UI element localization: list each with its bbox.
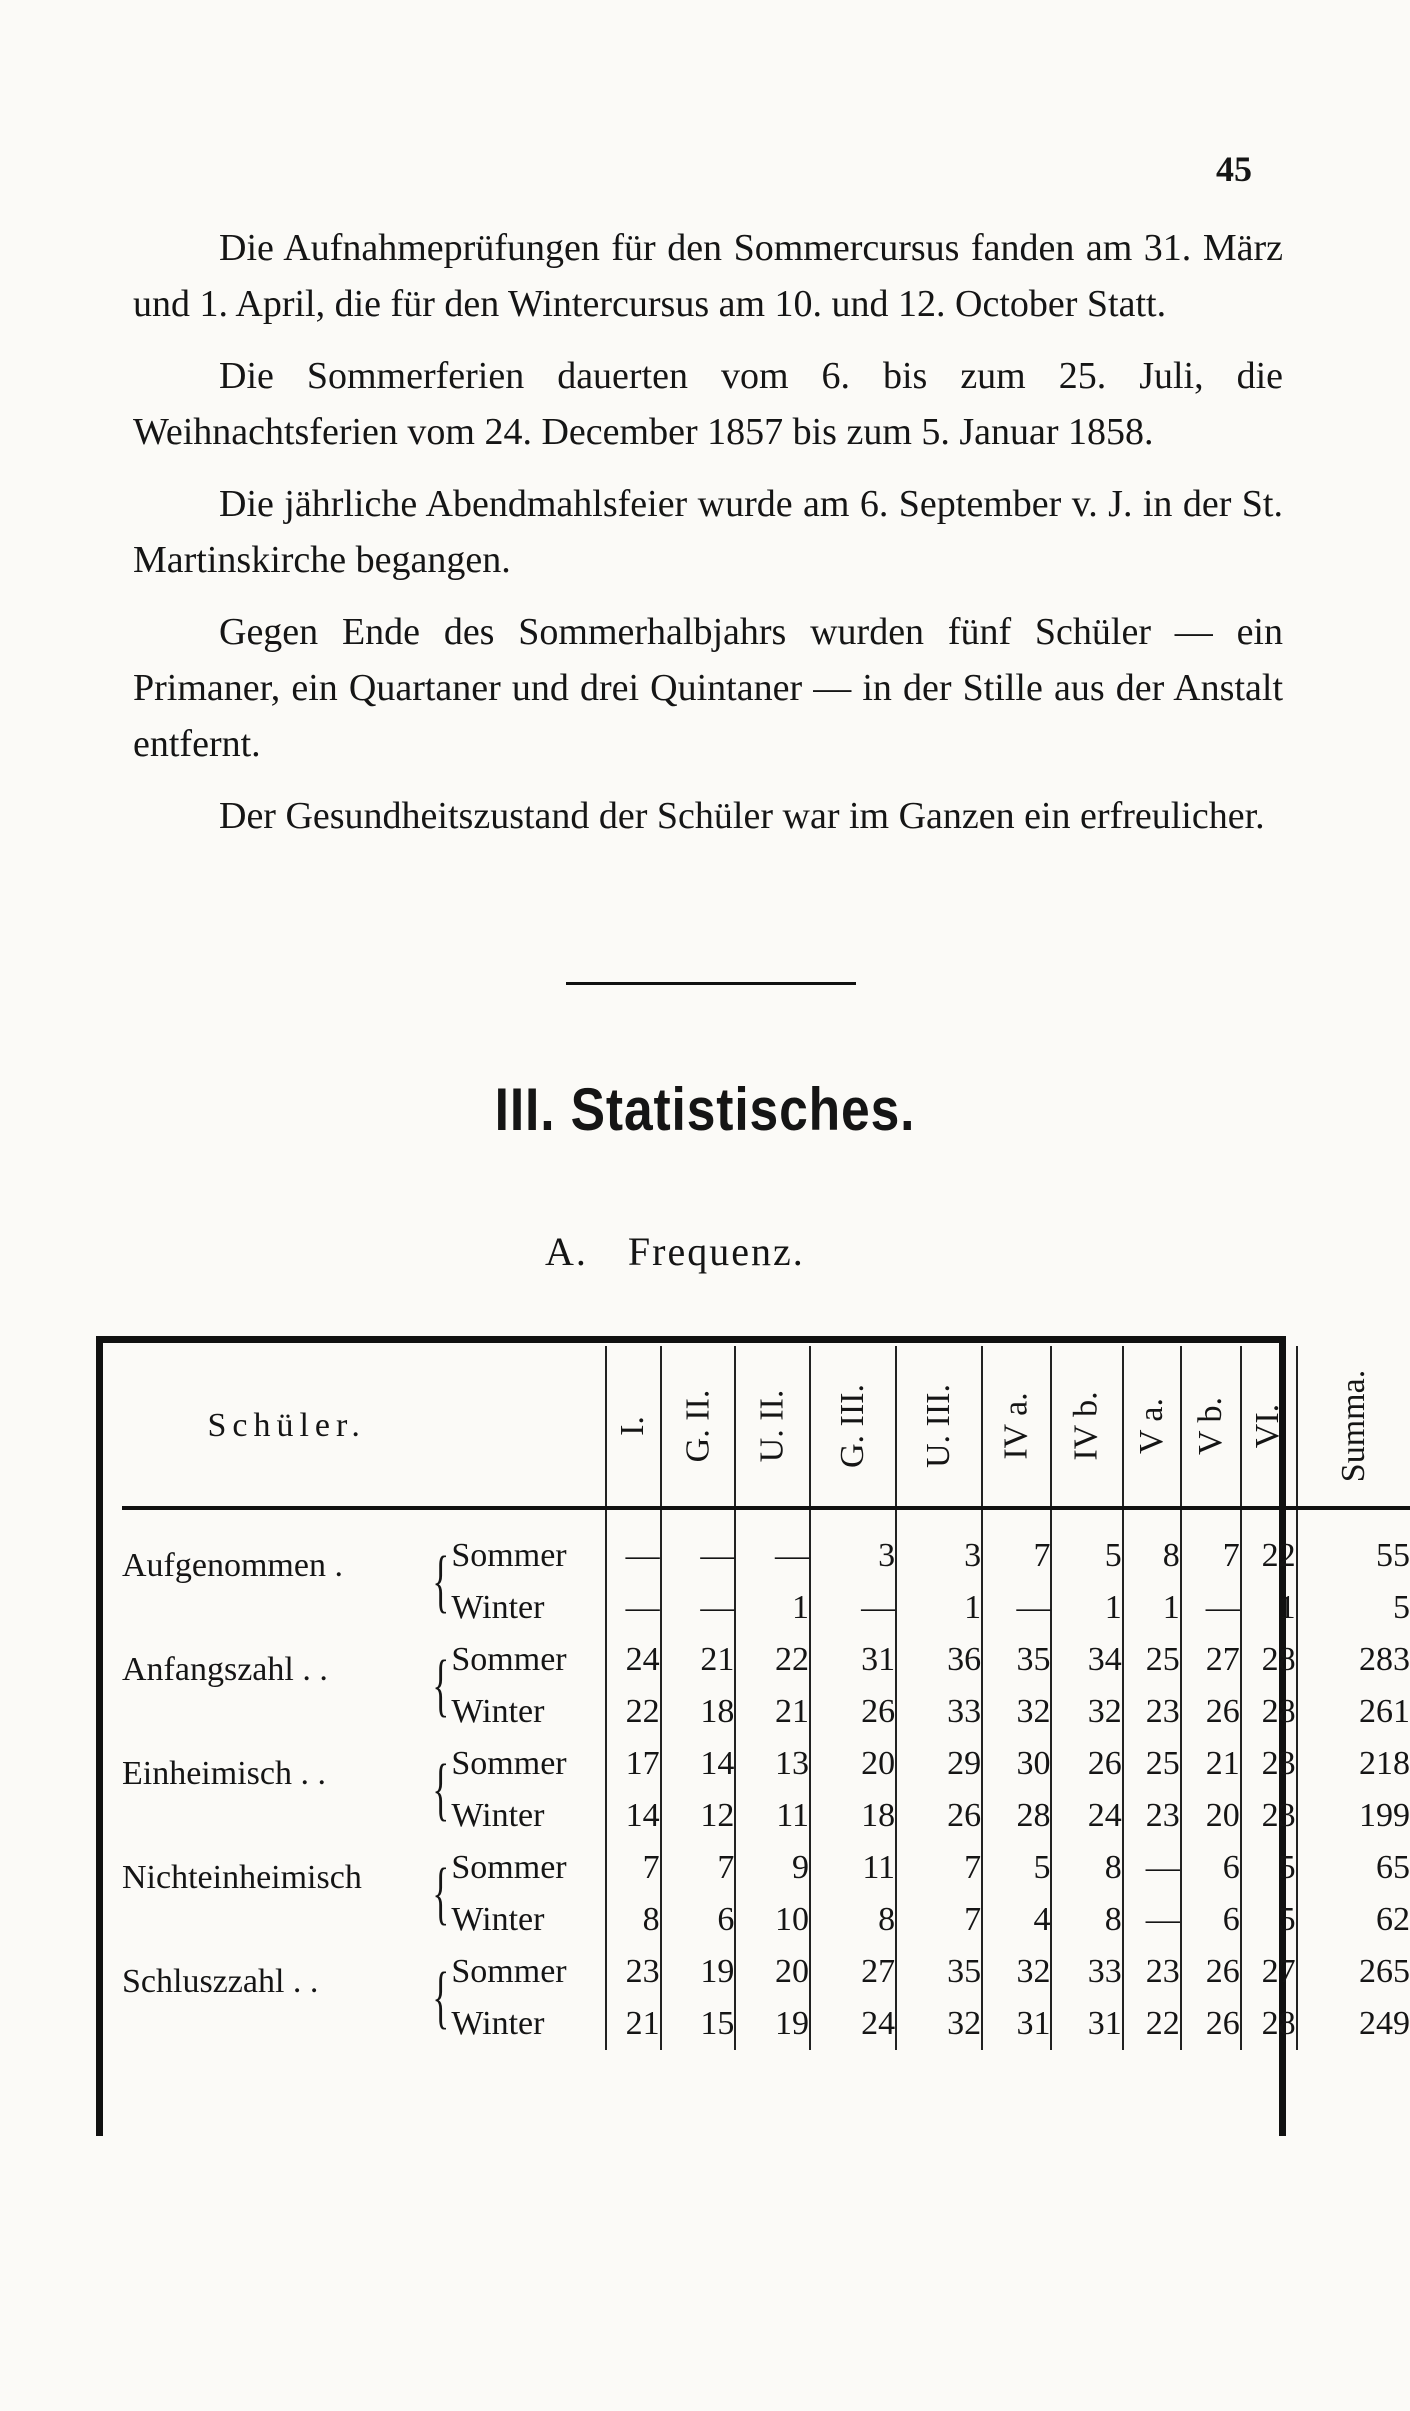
- value-cell: 1: [1051, 1582, 1122, 1634]
- value-cell: 28: [982, 1790, 1051, 1842]
- season-label: Winter: [451, 1693, 545, 1730]
- value-cell: 6: [1181, 1894, 1241, 1946]
- value-cell: 26: [896, 1790, 982, 1842]
- column-header: IV b.: [1051, 1346, 1122, 1508]
- brace-glyph: {: [432, 1855, 449, 1932]
- value-cell: 20: [810, 1738, 896, 1790]
- value-cell: 22: [1241, 1530, 1297, 1582]
- value-cell: 7: [606, 1842, 661, 1894]
- sum-cell: 265: [1297, 1946, 1410, 1998]
- value-cell: 15: [661, 1998, 736, 2050]
- page-number: 45: [1216, 149, 1252, 189]
- value-cell: 19: [661, 1946, 736, 1998]
- season-label: Sommer: [451, 1537, 567, 1574]
- value-cell: —: [1123, 1842, 1181, 1894]
- value-cell: 14: [606, 1790, 661, 1842]
- value-cell: 23: [1123, 1686, 1181, 1738]
- value-cell: 8: [606, 1894, 661, 1946]
- value-cell: 25: [1123, 1738, 1181, 1790]
- value-cell: 18: [661, 1686, 736, 1738]
- value-cell: 22: [1123, 1998, 1181, 2050]
- value-cell: 5: [982, 1842, 1051, 1894]
- table-row: [122, 1842, 1410, 1894]
- value-cell: 20: [735, 1946, 810, 1998]
- value-cell: 21: [1181, 1738, 1241, 1790]
- value-cell: 5: [1241, 1894, 1297, 1946]
- sum-cell: 283: [1297, 1634, 1410, 1686]
- value-cell: 5: [1241, 1842, 1297, 1894]
- value-cell: 23: [606, 1946, 661, 1998]
- frequency-table: [122, 1346, 1410, 2050]
- sum-cell: 218: [1297, 1738, 1410, 1790]
- row-group-label: [122, 1842, 451, 1946]
- section-title: III. Statistisches.: [494, 1076, 916, 1143]
- sum-cell: 55: [1297, 1530, 1410, 1582]
- value-cell: 9: [735, 1842, 810, 1894]
- row-group-label-text: Anfangszahl . .: [122, 1651, 328, 1688]
- row-group-label-text: Schluszzahl . .: [122, 1963, 319, 2000]
- value-cell: 24: [606, 1634, 661, 1686]
- value-cell: 23: [1241, 1738, 1297, 1790]
- season-label: Winter: [451, 2005, 545, 2042]
- row-group-label: [122, 1634, 451, 1738]
- value-cell: 12: [661, 1790, 736, 1842]
- column-header: IV a.: [982, 1346, 1051, 1508]
- value-cell: —: [661, 1582, 736, 1634]
- sum-cell: 199: [1297, 1790, 1410, 1842]
- value-cell: 8: [810, 1894, 896, 1946]
- column-header: V a.: [1123, 1346, 1181, 1508]
- column-header: V b.: [1181, 1346, 1241, 1508]
- value-cell: 22: [606, 1686, 661, 1738]
- column-header: U. III.: [896, 1346, 982, 1508]
- value-cell: 22: [735, 1634, 810, 1686]
- value-cell: 13: [735, 1738, 810, 1790]
- sub-title: [545, 1228, 805, 1275]
- sum-cell: 62: [1297, 1894, 1410, 1946]
- value-cell: 18: [810, 1790, 896, 1842]
- value-cell: 11: [810, 1842, 896, 1894]
- table-row: [122, 1634, 1410, 1686]
- value-cell: 30: [982, 1738, 1051, 1790]
- value-cell: 17: [606, 1738, 661, 1790]
- paragraph: Die jährliche Abendmahlsfeier wurde am 6. September v. J. in der St. Martinskirche begangen.: [133, 483, 1283, 581]
- value-cell: 32: [1051, 1686, 1122, 1738]
- row-group-label: [122, 1946, 451, 2050]
- season-label: Sommer: [451, 1641, 567, 1678]
- value-cell: 31: [810, 1634, 896, 1686]
- table-row: [122, 1946, 1410, 1998]
- season-label: Winter: [451, 1797, 545, 1834]
- value-cell: 7: [896, 1894, 982, 1946]
- column-header: Summa.: [1297, 1346, 1410, 1508]
- brace-glyph: {: [432, 1959, 449, 2036]
- value-cell: 1: [735, 1582, 810, 1634]
- row-group-label: [122, 1530, 451, 1634]
- sub-title-letter: A.: [545, 1229, 588, 1274]
- value-cell: 8: [1123, 1530, 1181, 1582]
- value-cell: —: [606, 1530, 661, 1582]
- value-cell: 28: [1241, 1686, 1297, 1738]
- season-header: [451, 1346, 605, 1508]
- value-cell: 19: [735, 1998, 810, 2050]
- brace-glyph: {: [432, 1543, 449, 1620]
- sum-cell: 261: [1297, 1686, 1410, 1738]
- value-cell: 23: [1241, 1790, 1297, 1842]
- value-cell: 21: [735, 1686, 810, 1738]
- value-cell: 33: [1051, 1946, 1122, 1998]
- value-cell: 20: [1181, 1790, 1241, 1842]
- value-cell: —: [606, 1582, 661, 1634]
- value-cell: —: [1123, 1894, 1181, 1946]
- value-cell: 26: [810, 1686, 896, 1738]
- sub-title-text: Frequenz.: [627, 1229, 805, 1274]
- value-cell: 3: [896, 1530, 982, 1582]
- value-cell: 32: [982, 1686, 1051, 1738]
- value-cell: 6: [661, 1894, 736, 1946]
- value-cell: 1: [1123, 1582, 1181, 1634]
- divider-rule: [566, 982, 856, 985]
- value-cell: —: [982, 1582, 1051, 1634]
- value-cell: 8: [1051, 1894, 1122, 1946]
- value-cell: 31: [1051, 1998, 1122, 2050]
- value-cell: —: [1181, 1582, 1241, 1634]
- value-cell: 26: [1181, 1946, 1241, 1998]
- value-cell: 34: [1051, 1634, 1122, 1686]
- table-header-row: [122, 1346, 1410, 1508]
- row-group-label-text: Einheimisch . .: [122, 1755, 326, 1792]
- sum-cell: 5: [1297, 1582, 1410, 1634]
- value-cell: 3: [810, 1530, 896, 1582]
- value-cell: 24: [810, 1998, 896, 2050]
- column-header: U. II.: [735, 1346, 810, 1508]
- value-cell: 27: [1241, 1946, 1297, 1998]
- column-header: I.: [606, 1346, 661, 1508]
- value-cell: 35: [982, 1634, 1051, 1686]
- row-group-label-text: Aufgenommen .: [122, 1547, 343, 1584]
- value-cell: 7: [661, 1842, 736, 1894]
- value-cell: 26: [1181, 1998, 1241, 2050]
- table-row: [122, 1530, 1410, 1582]
- paragraph: Die Sommerferien dauerten vom 6. bis zum 25. Juli, die Weihnachtsferien vom 24. December 1857 bis zum 5. Januar 1858.: [133, 355, 1283, 453]
- value-cell: —: [810, 1582, 896, 1634]
- value-cell: 35: [896, 1946, 982, 1998]
- season-label: Winter: [451, 1901, 545, 1938]
- value-cell: 28: [1241, 1998, 1297, 2050]
- value-cell: 5: [1051, 1530, 1122, 1582]
- value-cell: 1: [896, 1582, 982, 1634]
- value-cell: 7: [1181, 1530, 1241, 1582]
- value-cell: 26: [1181, 1686, 1241, 1738]
- value-cell: 28: [1241, 1634, 1297, 1686]
- value-cell: 27: [810, 1946, 896, 1998]
- value-cell: 7: [982, 1530, 1051, 1582]
- body-text: [133, 220, 1283, 860]
- value-cell: 32: [896, 1998, 982, 2050]
- value-cell: 6: [1181, 1842, 1241, 1894]
- column-header: G. III.: [810, 1346, 896, 1508]
- season-label: Sommer: [451, 1953, 567, 1990]
- value-cell: 32: [982, 1946, 1051, 1998]
- value-cell: 7: [896, 1842, 982, 1894]
- schuler-header: Schüler.: [122, 1346, 451, 1508]
- value-cell: 1: [1241, 1582, 1297, 1634]
- value-cell: 21: [661, 1634, 736, 1686]
- column-header: VI.: [1241, 1346, 1297, 1508]
- value-cell: 11: [735, 1790, 810, 1842]
- paragraph: Der Gesundheitszustand der Schüler war im Ganzen ein erfreulicher.: [219, 795, 1265, 837]
- value-cell: —: [661, 1530, 736, 1582]
- brace-glyph: {: [432, 1647, 449, 1724]
- value-cell: 36: [896, 1634, 982, 1686]
- season-label: Sommer: [451, 1745, 567, 1782]
- season-label: Winter: [451, 1589, 545, 1626]
- row-group-label-text: Nichteinheimisch: [122, 1859, 362, 1896]
- value-cell: 8: [1051, 1842, 1122, 1894]
- value-cell: 21: [606, 1998, 661, 2050]
- paragraph: Gegen Ende des Sommerhalbjahrs wurden fünf Schüler — ein Primaner, ein Quartaner und drei Quintaner — in der Stille aus der Anstalt entfernt.: [133, 611, 1283, 765]
- value-cell: 25: [1123, 1634, 1181, 1686]
- paragraph: Die Aufnahmeprüfungen für den Sommercursus fanden am 31. März und 1. April, die für den Wintercursus am 10. und 12. October Statt.: [133, 227, 1283, 325]
- season-label: Sommer: [451, 1849, 567, 1886]
- column-header: G. II.: [661, 1346, 736, 1508]
- value-cell: 31: [982, 1998, 1051, 2050]
- sum-cell: 65: [1297, 1842, 1410, 1894]
- table-row: [122, 1738, 1410, 1790]
- row-group-label: [122, 1738, 451, 1842]
- spacer-row: [122, 1508, 1410, 1530]
- brace-glyph: {: [432, 1751, 449, 1828]
- value-cell: 27: [1181, 1634, 1241, 1686]
- value-cell: 4: [982, 1894, 1051, 1946]
- value-cell: 26: [1051, 1738, 1122, 1790]
- value-cell: 14: [661, 1738, 736, 1790]
- value-cell: 33: [896, 1686, 982, 1738]
- value-cell: 23: [1123, 1790, 1181, 1842]
- table-body: [122, 1508, 1410, 2050]
- sum-cell: 249: [1297, 1998, 1410, 2050]
- value-cell: 23: [1123, 1946, 1181, 1998]
- value-cell: 24: [1051, 1790, 1122, 1842]
- value-cell: 29: [896, 1738, 982, 1790]
- value-cell: —: [735, 1530, 810, 1582]
- value-cell: 10: [735, 1894, 810, 1946]
